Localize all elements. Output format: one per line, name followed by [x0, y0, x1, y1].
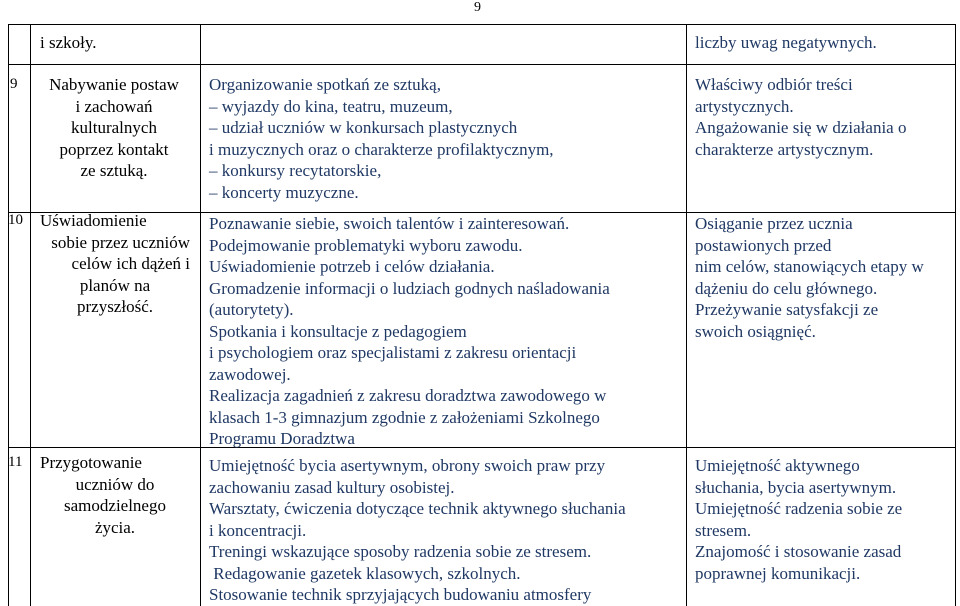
- effects-line: Znajomość i stosowanie zasad: [695, 542, 902, 561]
- row-number: 10: [8, 212, 23, 228]
- tasks-line: – udział uczniów w konkursach plastycznych: [209, 118, 518, 137]
- tasks-line: Programu Doradztwa: [209, 429, 355, 448]
- goal-line: sobie przez uczniów: [51, 232, 190, 252]
- goal-cell: [40, 210, 190, 318]
- goal-line: planów na: [79, 275, 151, 295]
- effects-line: nim celów, stanowiących etapy w: [695, 257, 924, 276]
- tasks-line: zawodowej.: [209, 364, 291, 384]
- tasks-line: Warsztaty, ćwiczenia dotyczące technik aktywnego słuchania: [209, 499, 626, 518]
- tasks-line: Poznawanie siebie, swoich talentów i zainteresowań.: [209, 214, 570, 233]
- tasks-line: – wyjazdy do kina, teatru, muzeum,: [209, 96, 453, 116]
- column-divider-1: [30, 24, 31, 606]
- row-divider-1: [8, 64, 956, 65]
- tasks-line: i muzycznych oraz o charakterze profilaktycznym,: [209, 139, 554, 159]
- tasks-line: – konkursy recytatorskie,: [209, 161, 382, 180]
- effects-cell: [695, 74, 906, 160]
- tasks-line: Redagowanie gazetek klasowych, szkolnych.: [209, 563, 521, 583]
- tasks-line: Treningi wskazujące sposoby radzenia sobie ze stresem.: [209, 542, 592, 561]
- effects-line: charakterze artystycznym.: [695, 139, 874, 159]
- column-divider-3: [686, 24, 687, 606]
- goal-line: ze sztuką.: [80, 161, 148, 180]
- goal-cell: [40, 452, 190, 538]
- effects-line: Angażowanie się w działania o: [695, 118, 907, 137]
- effects-line: poprawnej komunikacji.: [695, 563, 861, 583]
- tasks-line: Uświadomienie potrzeb i celów działania.: [209, 257, 495, 276]
- effects-line: słuchania, bycia asertywnym.: [695, 477, 897, 497]
- tasks-line: (autorytety).: [209, 300, 294, 319]
- tasks-line: Umiejętność bycia asertywnym, obrony swoich praw przy: [209, 456, 606, 475]
- effects-cell: [695, 32, 877, 54]
- effects-line: Przeżywanie satysfakcji ze: [695, 300, 879, 319]
- effects-line: dążeniu do celu głównego.: [695, 278, 878, 298]
- tasks-line: Podejmowanie problematyki wyboru zawodu.: [209, 235, 523, 255]
- table-border-top: [8, 24, 956, 25]
- goal-line: samodzielnego: [64, 496, 166, 515]
- tasks-line: Stosowanie technik sprzyjających budowaniu atmosfery: [209, 585, 592, 604]
- tasks-line: klasach 1-3 gimnazjum zgodnie z założeniami Szkolnego: [209, 407, 600, 427]
- effects-line: swoich osiągnięć.: [695, 321, 816, 341]
- goal-line: przyszłość.: [76, 297, 153, 316]
- column-divider-2: [200, 24, 201, 606]
- effects-line: artystycznych.: [695, 96, 794, 116]
- effects-line: postawionych przed: [695, 235, 832, 255]
- tasks-line: i psychologiem oraz specjalistami z zakresu orientacji: [209, 343, 577, 362]
- tasks-line: zachowaniu zasad kultury osobistej.: [209, 477, 455, 497]
- tasks-line: i koncentracji.: [209, 520, 307, 540]
- goal-line: Uświadomienie: [40, 211, 147, 230]
- effects-line: Umiejętność radzenia sobie ze: [695, 499, 903, 518]
- effects-cell: [695, 213, 924, 342]
- tasks-cell: [209, 455, 626, 606]
- goal-cell: [40, 32, 97, 54]
- goal-cell: [40, 74, 188, 182]
- table-border-left: [8, 24, 9, 606]
- tasks-cell: [209, 74, 554, 203]
- effects-line: stresem.: [695, 520, 752, 540]
- effects-line: liczby uwag negatywnych.: [695, 33, 877, 52]
- goal-line: Nabywanie postaw: [49, 75, 179, 94]
- tasks-line: Realizacja zagadnień z zakresu doradztwa zawodowego w: [209, 386, 607, 405]
- table-border-right: [955, 24, 956, 606]
- tasks-line: – koncerty muzyczne.: [209, 182, 359, 202]
- goal-line: Przygotowanie: [40, 453, 142, 472]
- effects-cell: [695, 455, 902, 584]
- effects-line: Umiejętność aktywnego: [695, 456, 860, 475]
- effects-line: Osiąganie przez ucznia: [695, 214, 853, 233]
- row-number: 11: [8, 454, 23, 470]
- row-number: 9: [10, 76, 18, 92]
- goal-line: i szkoły.: [40, 33, 97, 52]
- goal-line: życia.: [94, 517, 136, 537]
- page-number: 9: [474, 0, 481, 15]
- goal-line: poprzez kontakt: [59, 139, 169, 159]
- goal-line: uczniów do: [75, 474, 155, 494]
- tasks-line: Spotkania i konsultacje z pedagogiem: [209, 321, 467, 341]
- goal-line: i zachowań: [75, 96, 153, 116]
- goal-line: celów ich dążeń i: [71, 254, 190, 273]
- tasks-line: Gromadzenie informacji o ludziach godnych naśladowania: [209, 278, 610, 298]
- effects-line: Właściwy odbiór treści: [695, 75, 853, 94]
- tasks-cell: [209, 213, 610, 450]
- goal-line: kulturalnych: [71, 118, 157, 137]
- tasks-line: Organizowanie spotkań ze sztuką,: [209, 75, 441, 94]
